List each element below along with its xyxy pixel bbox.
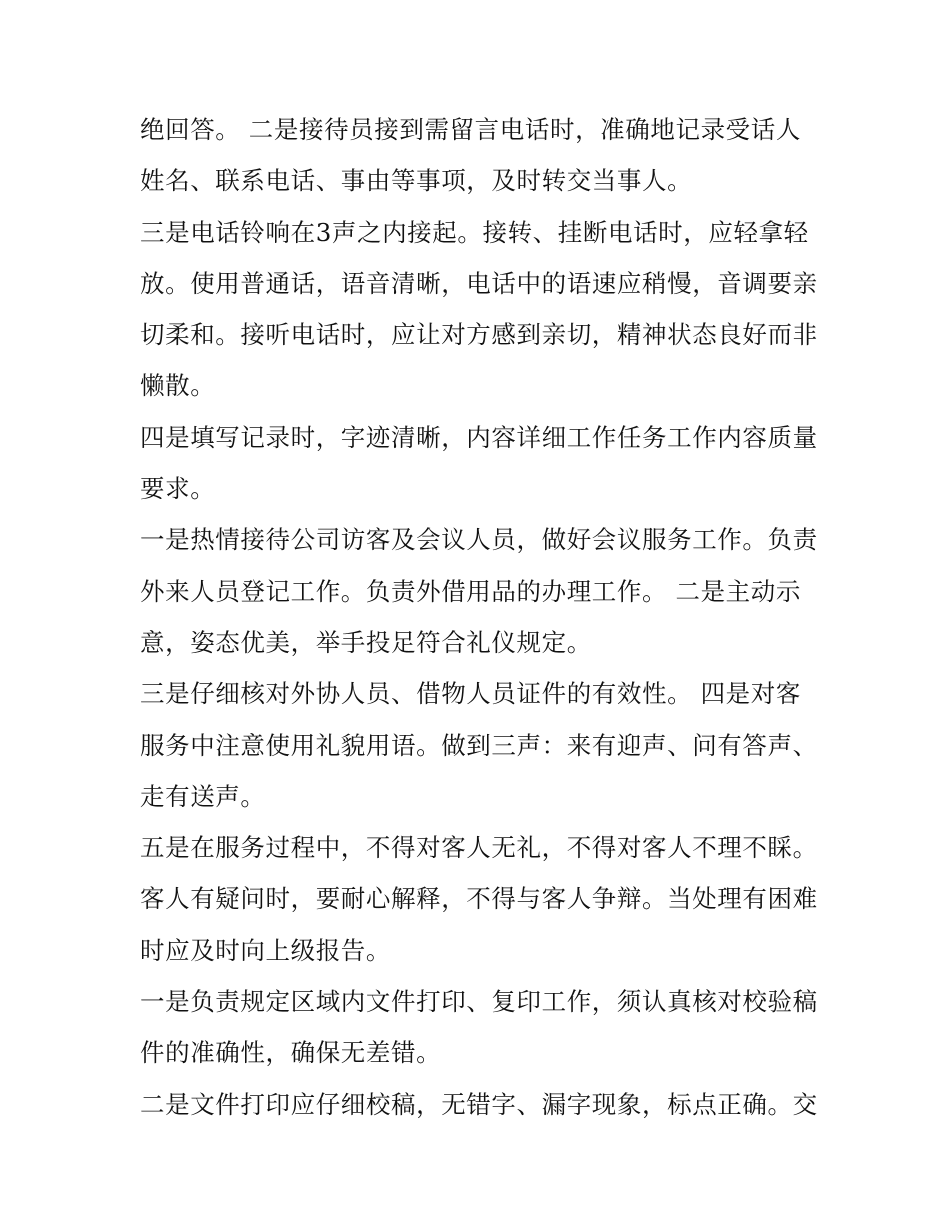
- paragraph-2: 三是电话铃响在3声之内接起。接转、挂断电话时，应轻拿轻放。使用普通话，语音清晰，电话中的语速应稍慢，音调要亲切柔和。接听电话时，应让对方感到亲切，精神状态良好而非懒散。: [140, 217, 818, 401]
- document-body: [140, 104, 820, 1130]
- paragraph-3: 四是填写记录时，字迹清晰，内容详细工作任务工作内容质量要求。: [140, 422, 818, 504]
- paragraph-7: 一是负责规定区域内文件打印、复印工作，须认真核对校验稿件的准确性，确保无差错。: [140, 987, 818, 1068]
- paragraph-8: 二是文件打印应仔细校稿，无错字、漏字现象，标点正确。交: [140, 1089, 818, 1119]
- paragraph-4: 一是热情接待公司访客及会议人员，做好会议服务工作。负责外来人员登记工作。负责外借用品的办理工作。 二是主动示意，姿态优美，举手投足符合礼仪规定。: [140, 525, 818, 657]
- paragraph-5: 三是仔细核对外协人员、借物人员证件的有效性。 四是对客服务中注意使用礼貌用语。做到三声：来有迎声、问有答声、走有送声。: [140, 679, 818, 811]
- paragraph-6: 五是在服务过程中，不得对客人无礼，不得对客人不理不睬。客人有疑问时，要耐心解释，不得与客人争辩。当处理有困难时应及时向上级报告。: [140, 833, 818, 965]
- paragraph-1: 绝回答。 二是接待员接到需留言电话时，准确地记录受话人姓名、联系电话、事由等事项，及时转交当事人。: [140, 115, 801, 196]
